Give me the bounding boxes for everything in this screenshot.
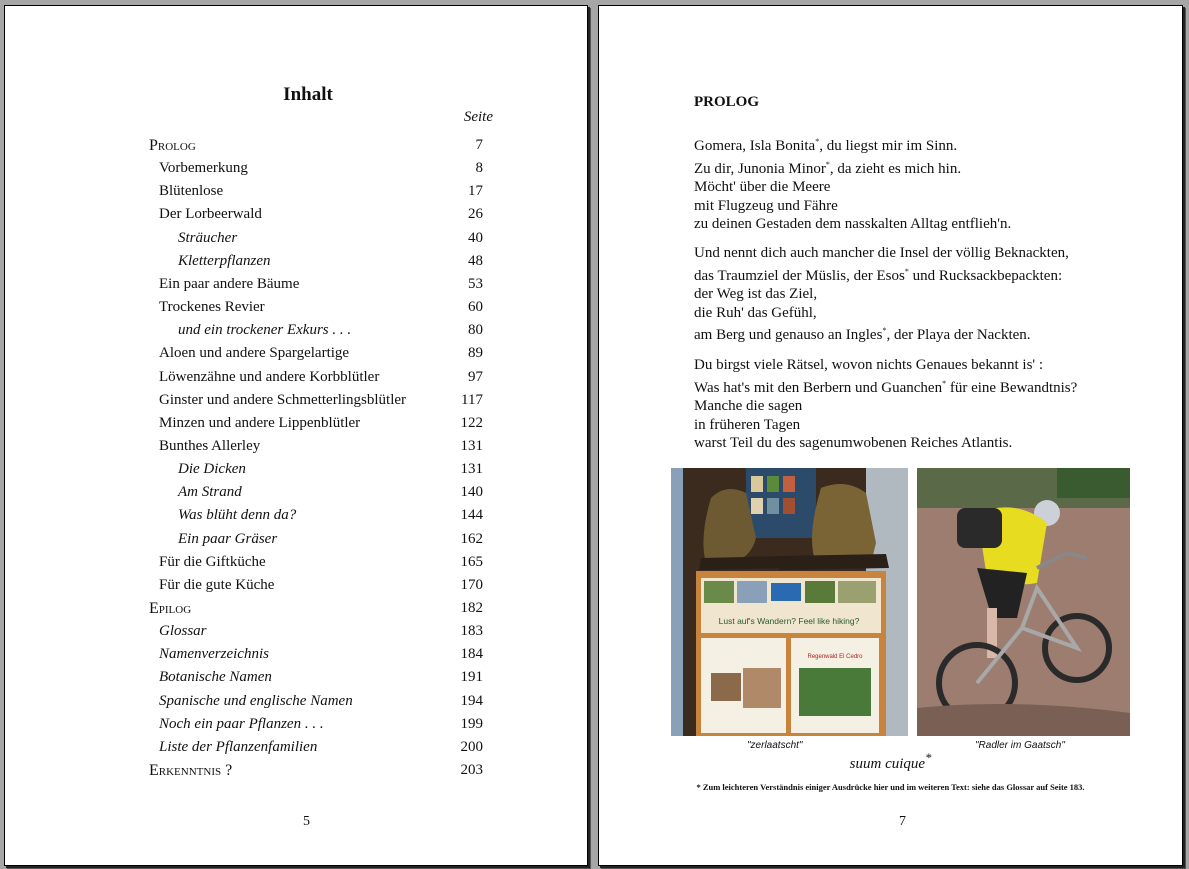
poem-line: Zu dir, Junonia Minor*, da zieht es mich hin. bbox=[694, 159, 962, 177]
poem-line: Du birgst viele Rätsel, wovon nichts Genaues bekannt is' : bbox=[694, 357, 1044, 373]
toc-entry-page: 140 bbox=[460, 484, 483, 501]
toc-entry-page: 200 bbox=[460, 738, 483, 755]
toc-entry-label: Bunthes Allerley bbox=[159, 437, 261, 454]
poem-line: warst Teil du des sagenumwobenen Reiches Atlantis. bbox=[694, 435, 1013, 452]
toc-entry-label: Was blüht denn da? bbox=[178, 507, 297, 524]
toc-entry bbox=[5, 528, 587, 551]
poem-line: Und nennt dich auch mancher die Insel der völlig Beknackten, bbox=[694, 245, 1069, 261]
poem-line: zu deinen Gestaden dem nasskalten Alltag entflieh'n. bbox=[694, 216, 1012, 233]
toc-entry bbox=[5, 713, 587, 736]
photo-cyclist bbox=[917, 468, 1130, 736]
toc-entry-page: 117 bbox=[461, 391, 483, 408]
toc-entry bbox=[5, 643, 587, 666]
toc-entry-label: Glossar bbox=[159, 623, 207, 640]
poem-stanza bbox=[694, 244, 1069, 345]
toc-entry-page: 97 bbox=[468, 368, 483, 385]
poem-line: Manche die sagen bbox=[694, 398, 803, 415]
toc-entry-page: 144 bbox=[460, 507, 483, 524]
toc-entry-label: Der Lorbeerwald bbox=[159, 206, 262, 223]
toc-entry-page: 162 bbox=[460, 530, 483, 547]
toc-entry-label: und ein trockener Exkurs . . . bbox=[178, 322, 352, 339]
toc-entry bbox=[5, 366, 587, 389]
toc-entry-label: Ein paar Gräser bbox=[178, 530, 278, 547]
toc-entry bbox=[5, 666, 587, 689]
toc-entry bbox=[5, 203, 587, 226]
toc-entry bbox=[5, 134, 587, 157]
footnote: * Zum leichteren Verständnis einiger Ausdrücke hier und im weiteren Text: siehe das Glossar auf Seite 183. bbox=[696, 782, 1085, 792]
toc-entry bbox=[5, 389, 587, 412]
toc-entry-label: Erkenntnis ? bbox=[149, 762, 233, 780]
toc-entry bbox=[5, 504, 587, 527]
sign-text-2: Regenwald El Cedro bbox=[807, 654, 863, 660]
poem-line: die Ruh' das Gefühl, bbox=[694, 304, 817, 321]
page-number-right: 7 bbox=[899, 814, 906, 829]
toc-entry-page: 89 bbox=[468, 345, 483, 362]
toc-entry bbox=[5, 250, 587, 273]
toc-entry bbox=[5, 157, 587, 180]
sign-text-1: Lust auf's Wandern? Feel like hiking? bbox=[718, 616, 860, 626]
poem-stanza bbox=[694, 133, 1011, 234]
photo-boots bbox=[671, 468, 908, 736]
toc-entry-page: 170 bbox=[460, 576, 483, 593]
toc-entry-label: Prolog bbox=[149, 137, 196, 154]
toc-column-header: Seite bbox=[463, 109, 493, 125]
toc-entry-page: 182 bbox=[460, 600, 483, 616]
toc-entry bbox=[5, 597, 587, 620]
toc-entry bbox=[5, 690, 587, 713]
toc-entry-label: Ein paar andere Bäume bbox=[159, 275, 300, 292]
toc-entry-page: 194 bbox=[460, 692, 483, 709]
toc-entry bbox=[5, 296, 587, 319]
toc-entry-page: 165 bbox=[460, 553, 483, 570]
toc-entry-page: 122 bbox=[460, 414, 483, 431]
toc-entry-page: 199 bbox=[460, 715, 483, 732]
motto: suum cuique* bbox=[849, 751, 932, 772]
toc-entry bbox=[5, 227, 587, 250]
toc-entry-label: Für die Giftküche bbox=[159, 553, 266, 570]
toc-entry-page: 48 bbox=[468, 252, 483, 269]
poem-line: das Traumziel der Müslis, der Esos* und Rucksackbepackten: bbox=[694, 266, 1063, 284]
toc-entry bbox=[5, 574, 587, 597]
toc-entry-label: Liste der Pflanzenfamilien bbox=[159, 738, 318, 755]
toc-entry-page: 191 bbox=[460, 669, 483, 686]
toc-entry-label: Epilog bbox=[149, 600, 192, 617]
toc-entry bbox=[5, 342, 587, 365]
toc-entry-label: Kletterpflanzen bbox=[178, 252, 271, 269]
toc-entry-page: 53 bbox=[468, 275, 483, 292]
poem-stanza bbox=[694, 356, 1077, 453]
toc-entry-label: Spanische und englische Namen bbox=[159, 692, 353, 709]
toc-entry-label: Blütenlose bbox=[159, 183, 224, 200]
photo-caption-left: "zerlaatscht" bbox=[747, 740, 803, 751]
prolog-heading: PROLOG bbox=[694, 94, 760, 110]
poem-line: am Berg und genauso an Ingles*, der Playa der Nackten. bbox=[694, 326, 1031, 344]
poem-line: Gomera, Isla Bonita*, du liegst mir im Sinn. bbox=[694, 137, 958, 154]
poem-line: Was hat's mit den Berbern und Guanchen* für eine Bewandtnis? bbox=[694, 378, 1078, 396]
poem-line: Möcht' über die Meere bbox=[694, 179, 831, 196]
toc-entry-page: 203 bbox=[460, 762, 483, 779]
toc-entry-page: 131 bbox=[460, 461, 483, 478]
toc-entry-label: Noch ein paar Pflanzen . . . bbox=[159, 715, 324, 732]
toc-entry-page: 26 bbox=[468, 206, 483, 223]
toc-entry-page: 40 bbox=[468, 229, 483, 246]
poem-line: mit Flugzeug und Fähre bbox=[694, 197, 838, 214]
toc-entry-label: Vorbemerkung bbox=[159, 160, 248, 177]
toc-entry-label: Am Strand bbox=[178, 484, 242, 501]
toc-entry-label: Trockenes Revier bbox=[159, 299, 265, 316]
toc-entry bbox=[5, 551, 587, 574]
toc-entry-label: Löwenzähne und andere Korbblütler bbox=[159, 368, 380, 385]
toc-entry-label: Minzen und andere Lippenblütler bbox=[159, 414, 361, 431]
page-number-left: 5 bbox=[303, 814, 310, 829]
poem-line: der Weg ist das Ziel, bbox=[694, 286, 818, 303]
toc-entry-label: Ginster und andere Schmetterlingsblütler bbox=[159, 391, 407, 408]
toc-entry bbox=[5, 759, 587, 782]
toc-entry-label: Namenverzeichnis bbox=[159, 646, 269, 663]
toc-entry-label: Die Dicken bbox=[178, 461, 246, 478]
toc-entry-page: 184 bbox=[460, 646, 483, 663]
toc-entry bbox=[5, 736, 587, 759]
toc-entry-page: 60 bbox=[468, 299, 483, 316]
toc-entry bbox=[5, 319, 587, 342]
toc-entry-page: 131 bbox=[460, 437, 483, 454]
left-page bbox=[4, 5, 588, 866]
toc-entry bbox=[5, 481, 587, 504]
toc-entry-page: 17 bbox=[468, 183, 483, 200]
toc-entry bbox=[5, 273, 587, 296]
photo-caption-right: "Radler im Gaatsch" bbox=[975, 740, 1065, 751]
toc-entry bbox=[5, 435, 587, 458]
toc-entry-page: 183 bbox=[460, 623, 483, 640]
toc-entry-page: 8 bbox=[475, 160, 483, 177]
right-page bbox=[598, 5, 1183, 866]
toc-title: Inhalt bbox=[283, 84, 333, 105]
toc-entry bbox=[5, 620, 587, 643]
toc-entry-page: 80 bbox=[468, 322, 483, 339]
toc-entry bbox=[5, 412, 587, 435]
toc-entry-label: Für die gute Küche bbox=[159, 576, 275, 593]
toc-entry-page: 7 bbox=[475, 137, 483, 153]
toc-entry bbox=[5, 180, 587, 203]
toc-entry bbox=[5, 458, 587, 481]
poem-line: in früheren Tagen bbox=[694, 416, 801, 433]
toc-entry-label: Sträucher bbox=[178, 229, 238, 246]
toc-entry-label: Botanische Namen bbox=[159, 669, 272, 686]
toc-entry-label: Aloen und andere Spargelartige bbox=[159, 345, 350, 362]
